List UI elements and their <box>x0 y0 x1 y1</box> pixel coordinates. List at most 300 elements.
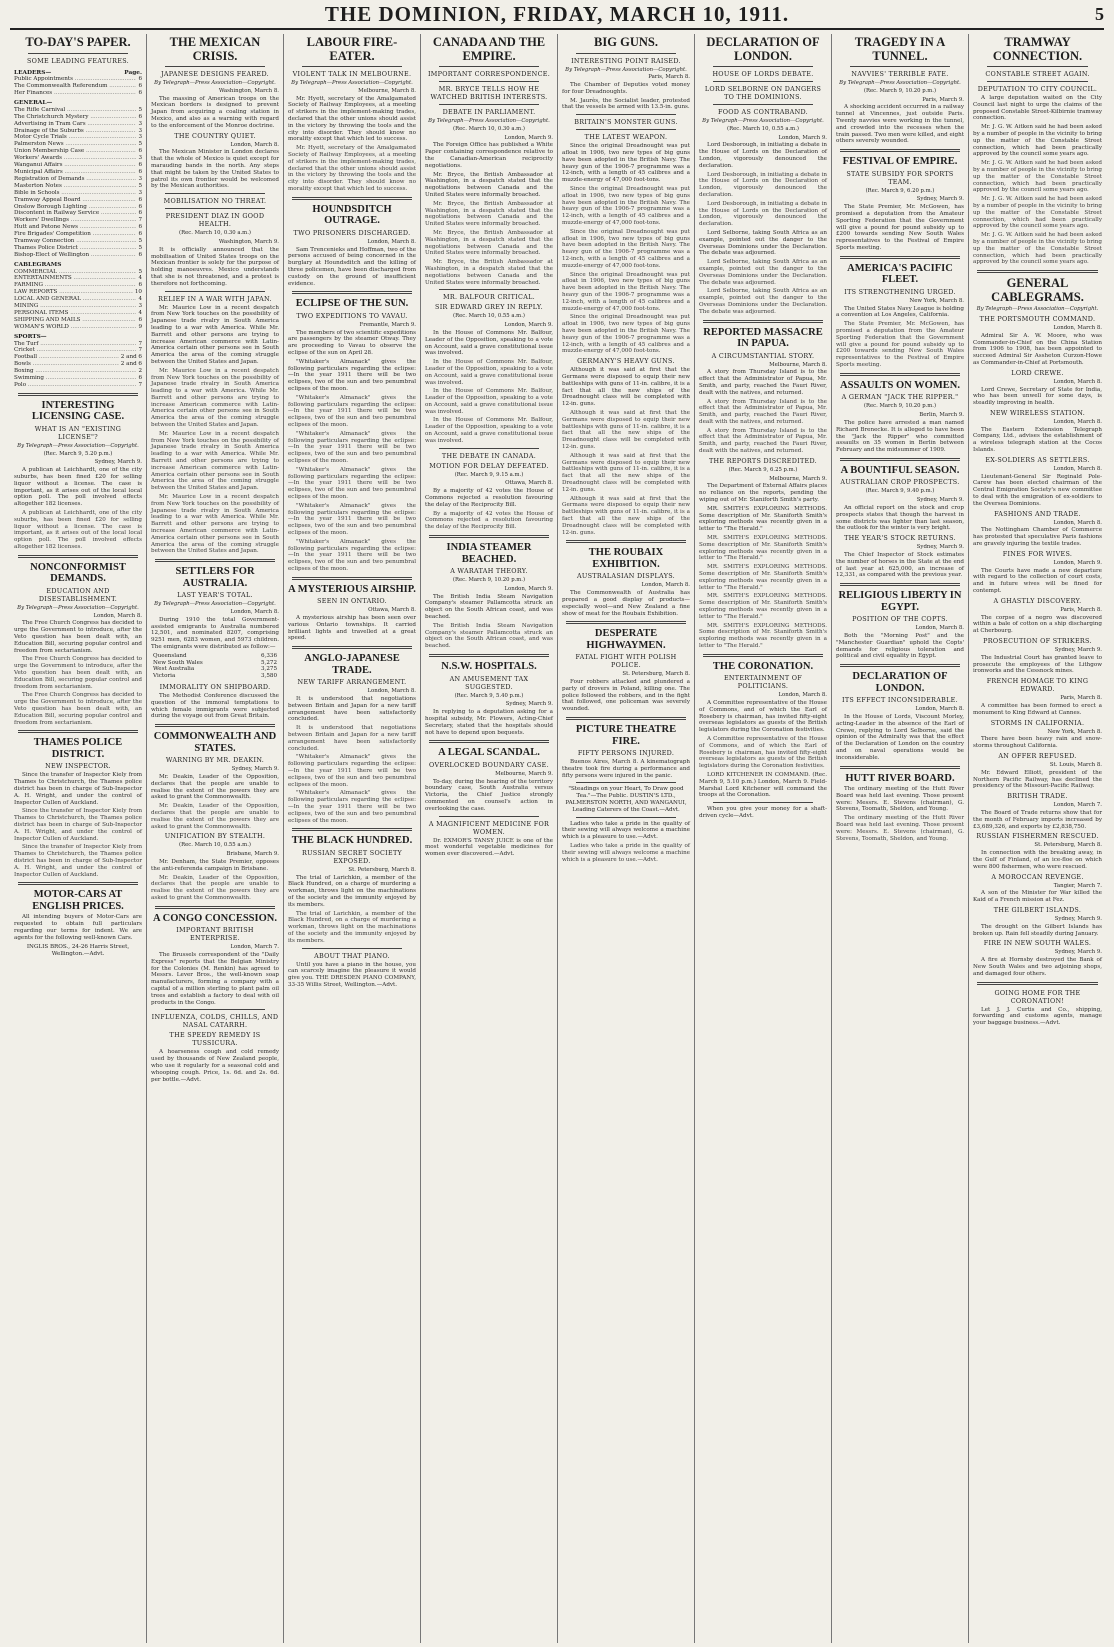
divider <box>840 373 960 376</box>
index-item[interactable]: Boxing ..... 2 <box>14 368 142 375</box>
subheading: NEW TARIFF ARRANGEMENT. <box>297 678 407 687</box>
subheading: HOUSE OF LORDS DEBATE. <box>712 70 814 78</box>
festival-empire-headline: FESTIVAL OF EMPIRE. <box>842 156 958 168</box>
divider <box>703 654 823 657</box>
todays-paper-heading: TO-DAY'S PAPER. <box>25 35 131 49</box>
divider <box>439 66 539 67</box>
divider <box>566 540 686 543</box>
index-item[interactable]: Palmerston News ..... 5 <box>14 141 142 148</box>
coronation-headline: THE CORONATION. <box>712 660 814 672</box>
article-body: Lord Desborough, in initiating a debate in the House of Lords on the Declaration of London, vigorously denounced the declaration. <box>699 142 827 169</box>
dateline: London, March 9. <box>504 322 553 329</box>
index-item[interactable]: Thames Police District ..... 5 <box>14 245 142 252</box>
leaders-label: LEADERS— <box>14 69 52 76</box>
divider <box>576 53 676 54</box>
subheading: THE REPORTS DISCREDITED. <box>708 456 817 465</box>
article-body: Mr. Bryce, the British Ambassador at Washington, in a despatch stated that the negotiations between Canada and the United States were informally broached. <box>425 229 553 257</box>
cable-item: RUSSIAN FISHERMEN RESCUED. St. Petersburg, March 8. In connection with the breaking away, in the Gulf of Finland, of an ice-floe on which were 800 fishermen, who were rescued. <box>973 832 1102 870</box>
subheading: INFLUENZA, COLDS, CHILLS, AND NASAL CATARRH. <box>151 1013 279 1030</box>
dateline: London, March 8. <box>367 688 416 695</box>
cable-item: PROSECUTION OF STRIKERS. Sydney, March 9. The Industrial Court has granted leave to prosecute the employees of the Lithgow ironworks and the Cessnock mines. <box>973 637 1102 675</box>
article-body: Although it was said at first that the Germans were disposed to equip their new battleships with guns of 11-in. calibre, it is a fact that all the new ships of the Dreadnought class will be completed with 12-in. guns. <box>562 409 690 450</box>
divider <box>429 654 549 657</box>
subheading: IMPORTANT BRITISH ENTERPRISE. <box>176 926 254 943</box>
article-body: Since the transfer of Inspector Kiely from Thames to Christchurch, the Thames police district has been in charge of Sub-Inspector A. H. Wright, and under the control of Inspector Cullen of Auckland. <box>14 844 142 878</box>
cable-item: AN OFFER REFUSED. St. Louis, March 8. Mr. Edward Elliott, president of the Northern Pacific Railway, has declined the presidency of the Missouri-Pacific Railway. <box>973 751 1102 790</box>
subheading: MR. BRYCE TELLS HOW HE WATCHED BRITISH INTERESTS. <box>430 85 548 101</box>
masthead-title: THE DOMINION, FRIDAY, MARCH 10, 1911. <box>324 1 790 26</box>
article-body: M. Jaurès, the Socialist leader, protested that the vessels be armed with 13.5-in. guns. <box>562 97 690 111</box>
article-body: "Whitaker's Almanack" gives the following particulars regarding the eclipse:—In the year 1911 there will be two eclipses, two of the sun and two penumbral eclipses of the moon. <box>288 358 416 392</box>
received-date: (Rec. March 9, 10.20 p.m.) <box>452 577 526 584</box>
subheading: THE COUNTRY QUIET. <box>174 131 256 140</box>
article-body: The State Premier, Mr. McGowen, has promised a deputation from the Amateur Sporting Federation that the Government will give a pound for pound subsidy up to £200 towards sending New South Wales representatives to the Festival of Empire Sports meeting. <box>836 204 964 252</box>
article-body: Although it was said at first that the Germans were disposed to equip their new battleships with guns of 11-in. calibre, it is a fact that all the new ships of the Dreadnought class will be completed with 12-in. guns. <box>562 452 690 493</box>
divider <box>977 982 1098 985</box>
subheading: RELIEF IN A WAR WITH JAPAN. <box>158 294 272 303</box>
subheading: CONSTABLE STREET AGAIN. <box>985 70 1090 78</box>
subheading: SIR EDWARD GREY IN REPLY. <box>435 303 543 312</box>
index-item[interactable]: Tramway Connection ..... 5 <box>14 238 142 245</box>
sports-label: SPORTS— <box>14 333 47 340</box>
anglo-japanese-headline: ANGLO-JAPANESE TRADE. <box>304 653 400 676</box>
subheading: OVERLOCKED BOUNDARY CASE. <box>429 760 549 769</box>
dateline: New York, March 8. <box>909 297 964 304</box>
index-item[interactable]: SHIPPING AND MAILS ..... 6 <box>14 317 142 324</box>
dateline: Berlin, March 9. <box>919 412 964 419</box>
index-item[interactable]: Advertising in Tram Cars ..... 3 <box>14 121 142 128</box>
article-body: "Whitaker's Almanack" gives the following particulars regarding the eclipse:—In the year 1911 there will be two eclipses, two of the sun and two penumbral eclipses of the moon. <box>288 466 416 500</box>
divider <box>165 66 265 67</box>
dateline: Washington, March 9. <box>218 238 279 245</box>
article-body: The Commonwealth of Australia has prepared a good display of products—especially wool—and New Zealand a fine show of meat for the Roubaix Exhibition. <box>562 590 690 617</box>
cable-item: FRENCH HOMAGE TO KING EDWARD. Paris, March 8. A committee has been formed to erect a monument to King Edward at Cannes. <box>973 677 1102 716</box>
cable-item: THE PORTSMOUTH COMMAND. London, March 8. Admiral Sir A. W. Moore, who was Commander-in-Chief on the China Station from 1906 to 1908, has been appointed to succeed Admiral Sir Assheton Curzon-Howe as Commander-in-Chief at Portsmouth. <box>973 314 1102 366</box>
divider <box>292 197 412 200</box>
commonwealth-headline: COMMONWEALTH AND STATES. <box>153 731 277 754</box>
subheading: RUSSIAN SECRET SOCIETY EXPOSED. <box>301 848 403 865</box>
cable-item: BRITISH TRADE. London, March 7. The Board of Trade returns show that for the month of February imports increased by £3,689,326, and exports by £2,838,750. <box>973 792 1102 830</box>
index-item[interactable]: ENTERTAINMENTS ..... 4 <box>14 275 142 282</box>
index-item[interactable]: Bible in Schools ..... 3 <box>14 190 142 197</box>
received-date: (Rec. March 9, 10.20 p.m.) <box>863 403 937 410</box>
article-body: Since the original Dreadnought was put afloat in 1906, two new types of big guns have been adopted in the British Navy. The heavy gun of the 1906-7 programme was a 12-inch, with a length of 45 calibres and a muzzle-energy of 47,000 foot-tons. <box>562 186 690 227</box>
divider <box>292 646 412 649</box>
article-body: Mr. Denham, the State Premier, opposes the anti-referenda campaign in Brisbane. <box>151 858 279 872</box>
subheading: POSITION OF THE COPTS. <box>852 615 948 624</box>
article-body: LORD KITCHENER IN COMMAND. (Rec. March 9, 5.10 p.m.) London, March 9. Field-Marshal Lord Kitchener will command the troops at the Coronation. <box>699 772 827 799</box>
picture-theatre-headline: PICTURE THEATRE FIRE. <box>575 724 677 747</box>
subheading: IMPORTANT CORRESPONDENCE. <box>427 70 551 78</box>
subheading: ITS STRENGTHENING URGED. <box>844 287 956 296</box>
received-date: (Rec. March 9, 10.20 p.m.) <box>863 87 937 94</box>
black-hundred-headline: THE BLACK HUNDRED. <box>291 835 413 847</box>
article-body: A story from Thursday Island is to the effect that the Administrator of Papua, Mr. Smith, and party, reached the Fauri River, dealt with the natives, and returned. <box>699 369 827 396</box>
table-row: New South Wales 5,272 <box>153 659 277 666</box>
article-body: Lord Selborne, taking South Africa as an example, pointed out the danger to the Overseas Dominions under the Declaration. The debate was adjourned. <box>699 288 827 315</box>
index-item[interactable]: Fire Brigades' Competition ..... 6 <box>14 231 142 238</box>
article-body: "Whitaker's Almanack" gives the following particulars regarding the eclipse:—In the year 1911 there will be two eclipses, two of the sun and two penumbral eclipses of the moon. <box>288 394 416 428</box>
index-item[interactable]: WOMAN'S WORLD ..... 9 <box>14 324 142 331</box>
index-item[interactable]: Swimming ..... 6 <box>14 375 142 382</box>
received-date: (Rec. March 10, 0.55 a.m.) <box>727 125 799 132</box>
article-body: In the House of Commons Mr. Balfour, Leader of the Opposition, speaking to a vote on Account, said a grave constitutional issue was involved. <box>425 359 553 386</box>
hutt-river-headline: HUTT RIVER BOARD. <box>845 772 955 784</box>
article-body: Mr. Hyett, secretary of the Amalgamated Society of Railway Employees, at a meeting of strikers in the implement-making trades, declared that the other unions should assist in the victory by throwing the tools and the city into disorder. They should know no morality except that which led to success. <box>288 145 416 192</box>
article-body: Mr. Maurice Low in a recent despatch from New York touches on the possibility of Japanese trade rivalry in South America leading to a war with America. While Mr. Barrett and other persons are trying to increase American commerce with Latin-America certain other persons see in South America the area of the coming struggle between the United States and Japan. <box>151 430 279 492</box>
article-body: "Whitaker's Almanack" gives the following particulars regarding the eclipse:—In the year 1911 there will be two eclipses, two of the sun and two penumbral eclipses of the moon. <box>288 430 416 464</box>
divider <box>576 114 676 115</box>
airship-headline: A MYSTERIOUS AIRSHIP. <box>288 583 416 595</box>
dateline: London, March 9. <box>778 134 827 141</box>
article-body: Since the transfer of Inspector Kiely from Thames to Christchurch, the Thames police district has been in charge of Sub-Inspector A. H. Wright, and under the control of Inspector Cullen of Auckland. <box>14 808 142 842</box>
divider <box>439 81 539 82</box>
index-item[interactable]: The Rifle Carnival ..... 5 <box>14 107 142 114</box>
index-item[interactable]: The Commonwealth Referendum ..... 6 <box>14 83 142 90</box>
index-item[interactable]: Motor Cycle Trials ..... 3 <box>14 134 142 141</box>
article-body: The ordinary meeting of the Hutt River Board was held last evening. Those present were: Messrs. E. Stevens (chairman), G. Stevens, Toomath, Sheldon, and Young. <box>836 786 964 813</box>
cable-item: FINES FOR WIVES. London, March 9. The Courts have made a new departure with regard to the collection of court costs, and in future wives will be fined for contempt. <box>973 549 1102 595</box>
advertisement-body: When you give your money for a shaft-driven cycle—Advt. <box>699 806 827 820</box>
article-body: Sam Trencenieks and Hoffman, two of the persons accused of being concerned in the burglary at Houndsditch and the killing of three policemen, have been discharged from custody on the ground of insufficient evidence. <box>288 246 416 287</box>
dateline: London, March 8. <box>93 612 142 619</box>
divider <box>713 66 813 67</box>
article-body: MR. SMITH'S EXPLORING METHODS. Some description of Mr. Staniforth Smith's exploring methods was recently given in a letter to "The Herald." <box>699 505 827 533</box>
subheading: FIFTY PERSONS INJURED. <box>577 749 675 758</box>
article-body: Since the transfer of Inspector Kiely from Thames to Christchurch, the Thames police district has been in charge of Sub-Inspector A. H. Wright, and under the control of Inspector Cullen of Auckland. <box>14 772 142 806</box>
column-2 <box>147 34 284 1643</box>
labour-headline: LABOUR FIRE-EATER. <box>306 35 398 63</box>
divider <box>439 816 539 817</box>
divider <box>292 291 412 294</box>
article-body: Mr. Maurice Low in a recent despatch from New York touches on the possibility of Japanese trade rivalry in South America leading to a war with America. While Mr. Barrett and other persons are trying to increase American commerce with Latin-America certain other persons see in South America the area of the coming struggle between the United States and Japan. <box>151 304 279 365</box>
article-body: Lord Selborne, taking South Africa as an example, pointed out the danger to the Overseas Dominions under the Declaration. The debate was adjourned. <box>699 259 827 286</box>
divider <box>18 730 138 733</box>
dateline: London, March 8. <box>230 609 279 616</box>
article-body: The Free Church Congress has decided to urge the Government to introduce, after the Veto question has been dealt with, an Education Bill, securing popular control and freedom from sectarianism. <box>14 656 142 690</box>
index-item[interactable]: Discontent in Railway Service ..... 6 <box>14 210 142 217</box>
dateline: London, March 9. <box>504 585 553 592</box>
nsw-hospitals-headline: N.S.W. HOSPITALS. <box>441 661 537 673</box>
divider <box>713 802 813 803</box>
index-item[interactable]: Wanganui Affairs ..... 6 <box>14 162 142 169</box>
byline: By Telegraph—Press Association—Copyright. <box>291 80 413 86</box>
advertisement-body: Ladies who take a pride in the quality of their sewing will always welcome a machine which is a pleasure to use.—Advt. <box>562 843 690 863</box>
divider <box>840 766 960 769</box>
divider <box>429 535 549 538</box>
advertisement-body: Dr. EXMOR'S TANSY JUICE is one of the most wonderful vegetable medicines for women ever discovered.—Advt. <box>425 837 553 858</box>
article-body: Since the original Dreadnought was put afloat in 1906, two new types of big guns have been adopted in the British Navy. The heavy gun of the 1906-7 programme was a 12-inch, with a length of 45 calibres and a muzzle-energy of 47,000 foot-tons. <box>562 271 690 312</box>
article-body: The Methodist Conference discussed the question of the immoral temptations to which female immigrants were subjected during the voyage out from Great Britain. <box>151 692 279 720</box>
dateline: Melbourne, March 9. <box>495 770 553 777</box>
article-body: The ordinary meeting of the Hutt River Board was held last evening. Those present were: Messrs. E. Stevens (chairman), G. Stevens, Toomath, Sheldon, and Young. <box>836 815 964 842</box>
index-item[interactable]: Workers' Dwellings ..... 7 <box>14 217 142 224</box>
dateline: London, March 7. <box>230 944 279 951</box>
pacific-fleet-headline: AMERICA'S PACIFIC FLEET. <box>847 262 953 286</box>
subheading: DEPUTATION TO CITY COUNCIL. <box>977 85 1098 93</box>
divider <box>18 882 138 885</box>
article-body: Mr. Maurice Low in a recent despatch from New York touches on the possibility of Japanese trade rivalry in South America leading to a war with America. While Mr. Barrett and other persons are trying to increase American commerce with Latin-America certain other persons see in South America the area of the coming struggle between the United States and Japan. <box>151 367 279 429</box>
index-item[interactable]: Onslow Borough Lighting ..... 6 <box>14 204 142 211</box>
licensing-case-headline: INTERESTING LICENSING CASE. <box>31 399 125 423</box>
cable-item: STORMS IN CALIFORNIA. New York, March 8. There have been heavy rain and snow-storms throughout California. <box>973 718 1102 750</box>
dateline: London, March 8. <box>915 625 964 632</box>
article-body: The members of two scientific expeditions are passengers by the steamer Otway. They are proceeding to Vavau to observe the eclipse of the sun on April 28. <box>288 329 416 357</box>
divider <box>576 817 676 818</box>
index-item[interactable]: Hutt and Petone News ..... 6 <box>14 224 142 231</box>
received-date: (Rec. March 10, 0.55 a.m.) <box>453 313 525 320</box>
cable-item: A MOROCCAN REVENGE. Tangier, March 7. A son of the Minister for War killed the Kaid of a French mission at Fez. <box>973 872 1102 904</box>
advertisement-heading: GOING HOME FOR THE CORONATION! <box>994 988 1081 1005</box>
divider <box>713 104 813 105</box>
article-body: "Whitaker's Almanack" gives the following particulars regarding the eclipse:—In the year 1911 there will be two eclipses, two of the sun and two penumbral eclipses of the moon. <box>288 790 416 824</box>
dateline: St. Petersburg, March 8. <box>622 671 690 678</box>
article-body: MR. SMITH'S EXPLORING METHODS. Some description of Mr. Staniforth Smith's exploring methods was recently given in a letter to "The Herald." <box>699 564 827 591</box>
sections-index <box>14 269 142 331</box>
subheading: JAPANESE DESIGNS FEARED. <box>161 70 269 78</box>
cable-item: NEW WIRELESS STATION. London, March 8. The Eastern Extension Telegraph Company, Ltd., advises the establishment of a wireless telegraph station at the Cocos Islands. <box>973 408 1102 454</box>
article-body: Mr. J. G. W. Aitken said he had been asked by a number of people in the vicinity to bring up the matter of the Constable Street connection, which had been practically approved by the council some years ago. <box>973 196 1102 230</box>
cable-item: THE GILBERT ISLANDS. Sydney, March 9. The drought on the Gilbert Islands has broken up. Rain fell steadily during January. <box>973 905 1102 937</box>
subheading: AN AMUSEMENT TAX SUGGESTED. <box>449 674 529 691</box>
index-item[interactable]: MINING ..... 3 <box>14 303 142 310</box>
index-item[interactable]: Masterton Notes ..... 5 <box>14 183 142 190</box>
received-date: (Rec. March 9, 6.25 p.m.) <box>728 466 798 473</box>
article-body: A publican at Leichhardt, one of the city suburbs, has been fined £20 for selling liquor without a license. The case is important, as it arises out of the local local option poll. The poll involved effects altogether 182 licenses. <box>14 467 142 508</box>
subheading: IMMORALITY ON SHIPBOARD. <box>159 682 271 691</box>
dateline: London, March 8. <box>367 238 416 245</box>
article-body: Since the original Dreadnought was put afloat in 1906, two new types of big guns have been adopted in the British Navy. The heavy gun of the 1906-7 programme was a 12-inch, with a length of 45 calibres and a muzzle-energy of 47,000 foot-tons. <box>562 143 690 184</box>
mexican-crisis-headline: THE MEXICAN CRISIS. <box>169 35 261 63</box>
index-item[interactable]: PERSONAL ITEMS ..... 4 <box>14 310 142 317</box>
divider <box>28 53 128 54</box>
congo-headline: A CONGO CONCESSION. <box>153 912 277 924</box>
divider <box>840 149 960 152</box>
subheading: A CIRCUMSTANTIAL STORY. <box>711 351 815 360</box>
table-row: West Australia 3,275 <box>153 666 277 673</box>
divider <box>987 66 1088 67</box>
article-body: Although it was said at first that the Germans were disposed to equip their new battleships with guns of 11-in. calibre, it is a fact that all the new ships of the Dreadnought class will be completed with 12-in. guns. <box>562 495 690 536</box>
divider <box>292 828 412 831</box>
motor-cars-headline: MOTOR-CARS AT ENGLISH PRICES. <box>32 889 124 912</box>
article-body: Mr. J. G. W. Aitken said he had been asked by a number of people in the vicinity to bring up the matter of the Constable Street connection, which had been practically approved by the council some years ago. <box>973 160 1102 194</box>
article-body: MR. SMITH'S EXPLORING METHODS. Some description of Mr. Staniforth Smith's exploring methods was recently given in a letter to "The Herald." <box>699 593 827 620</box>
dateline: Ottawa, March 8. <box>368 607 416 614</box>
subheading: STATE SUBSIDY FOR SPORTS TEAM. <box>846 169 954 186</box>
subheading: VIOLENT TALK IN MELBOURNE. <box>292 70 412 78</box>
received-date: (Rec. March 9, 9.40 p.m.) <box>865 488 935 495</box>
index-item[interactable]: Her Finances ..... 6 <box>14 90 142 97</box>
papua-headline: REPORTED MASSACRE IN PAPUA. <box>703 326 823 350</box>
cable-item: FASHIONS AND TRADE. London, March 8. The Nottingham Chamber of Commerce has protested that speculative Paris fashions are gravely injuring the textile trades. <box>973 509 1102 548</box>
settlers-headline: SETTLERS FOR AUSTRALIA. <box>175 566 255 589</box>
article-body: The massing of American troops on the Mexican borders is designed to prevent Japan from acquiring a coaling station in Mexico, and also as a warning with regard to the enforcement of the Monroe doctrine. <box>151 95 279 129</box>
divider <box>566 717 686 720</box>
dateline: Sydney, March 9. <box>916 497 964 504</box>
subheading: BRITAIN'S MONSTER GUNS. <box>574 118 678 127</box>
divider <box>576 129 676 130</box>
article-body: In the House of Commons Mr. Balfour, Leader of the Opposition, speaking to a vote on Account, said a grave constitutional issue was involved. <box>425 388 553 415</box>
divider <box>155 906 275 909</box>
subheading: UNIFICATION BY STEALTH. <box>164 832 266 841</box>
advertisement-body: A hoarseness cough and cold remedy used by thousands of New Zealand people, who use it regularly for a seasonal cold and whooping cough. Price, 1s. 6d. and 2s. 6d. per bottle.—Advt. <box>151 1049 279 1083</box>
column-4 <box>421 34 558 1643</box>
dateline: Sydney, March 9. <box>916 544 964 551</box>
index-item[interactable]: Public Appointments ..... 6 <box>14 76 142 83</box>
advertisement: "Steadings on your Heart, To Draw good Tea."—The Public. DUSTIN'S LTD., PALMERSTON NORTH, AND WANGANUI, Leading Caterers of the Coast.—Advt. <box>565 786 687 813</box>
received-date: (Rec. March 10, 0.55 a.m.) <box>179 842 251 849</box>
assaults-headline: ASSAULTS ON WOMEN. <box>840 379 960 391</box>
article-body: The United States Navy League is holding a convention at Los Angeles, California. <box>836 305 964 319</box>
article-body: A story from Thursday Island is to the effect that the Administrator of Papua, Mr. Smith, and party, reached the Fauri River, dealt with the natives, and returned. <box>699 398 827 425</box>
article-body: "Whitaker's Almanack" gives the following particulars regarding the eclipse:—In the year 1911 there will be two eclipses, two of the sun and two penumbral eclipses of the moon. <box>288 754 416 788</box>
article-body: In the House of Commons Mr. Balfour, Leader of the Opposition, speaking to a vote on Account, said a grave constitutional issue was involved. <box>425 329 553 357</box>
cable-item: A GHASTLY DISCOVERY. Paris, March 8. The corpse of a negro was discovered within a bale of cotton on a ship discharging at Cherbourg. <box>973 596 1102 635</box>
thames-subheading: NEW INSPECTOR. <box>45 762 111 771</box>
divider <box>165 1009 265 1010</box>
article-body: During 1910 the total Government-assisted emigrants to Australia numbered 12,501, and nominated 8207, comprising 9251 men, 6283 women, and 5973 children. The emigrants were distributed as follow:— <box>151 616 279 650</box>
divider <box>850 66 950 67</box>
subheading: NAVVIES' TERRIBLE FATE. <box>851 70 949 78</box>
thames-police-headline: THAMES POLICE DISTRICT. <box>33 737 123 760</box>
article-body: A mysterious airship has been seen over various Ontario townships. It carried brilliant lights and travelled at a great speed. <box>288 615 416 642</box>
index-item[interactable]: COMMERCIAL ..... 5 <box>14 269 142 276</box>
article-body: To-day, during the hearing of the territory boundary case, South Australia versus Victoria, the Chief Justice strongly commented on counsel's action in overlooking the case. <box>425 778 553 812</box>
article-body: Mr. Hyett, secretary of the Amalgamated Society of Railway Employees, at a meeting of strikers in the implement-making trades, declared that the other unions should assist in the victory by throwing the tools and the city into disorder. They should know no morality except that which led to success. <box>288 95 416 143</box>
cable-item: EX-SOLDIERS AS SETTLERS. London, March 8. Lieutenant-General Sir Reginald Pole-Carew has been elected chairman of the Central Emigration Society's new committee to deal with the emigration of ex-soldiers to the Oversea Dominions. <box>973 455 1102 507</box>
divider <box>576 782 676 783</box>
index-item[interactable]: Bowls ..... 2 and 6 <box>14 361 142 368</box>
article-body: A large deputation waited on the City Council last night to urge the claims of the proposed Constable Street-Kilbirnie tramway connection. <box>973 95 1102 122</box>
index-item[interactable]: Union Membership Case ..... 6 <box>14 148 142 155</box>
subheading: WARNING BY MR. DEAKIN. <box>165 756 265 765</box>
advertisement-body: Ladies who take a pride in the quality of their sewing will always welcome a machine which is a pleasure to use.—Advt. <box>562 820 690 841</box>
index-item[interactable]: Registration of Demands ..... 3 <box>14 176 142 183</box>
column-7 <box>832 34 969 1643</box>
dateline: London, March 8. <box>641 582 690 589</box>
index-item[interactable]: Workers' Awards ..... 3 <box>14 155 142 162</box>
dateline: Paris, March 9. <box>922 96 964 103</box>
table-row: Queensland 6,336 <box>153 652 277 659</box>
divider <box>165 208 265 209</box>
subheading: ENTERTAINMENT OF POLITICIANS. <box>723 674 803 691</box>
article-body: It is understood that negotiations between Britain and Japan for a new tariff arrangement have been satisfactorily concluded. <box>288 696 416 723</box>
article-body: Mr. Deakin, Leader of the Opposition, declares that the people are unable to realise the extent of the powers they are asked to grant the Commonwealth. <box>151 803 279 830</box>
index-item[interactable]: The Christchurch Mystery ..... 6 <box>14 114 142 121</box>
article-body: Mr. Bryce, the British Ambassador at Washington, in a despatch stated that the negotiations between Canada and the United States were informally broached. <box>425 259 553 286</box>
divider <box>155 724 275 727</box>
tramway-connection-headline: TRAMWAY CONNECTION. <box>992 35 1083 63</box>
subheading: PRESIDENT DIAZ IN GOOD HEALTH. <box>165 212 265 229</box>
article-body: In replying to a deputation asking for a hospital subsidy, Mr. Flowers, Acting-Chief Secretary, stated that the hospitals should not have to depend upon bequests. <box>425 709 553 736</box>
declaration-london-headline: DECLARATION OF LONDON. <box>706 35 820 63</box>
dateline: Ottawa, March 8. <box>505 480 553 487</box>
article-body: Mr. J. G. W. Aitken said he had been asked by a number of people in the vicinity to bring up the matter of the Constable Street connection, which had been practically approved by the council some years ago. <box>973 232 1102 266</box>
index-item[interactable]: LAW REPORTS ..... 10 <box>14 289 142 296</box>
received-date: (Rec. March 10, 0.30 a.m.) <box>179 230 251 237</box>
article-body: The trial of Larichkin, a member of the Black Hundred, on a charge of murdering a workman, throws light on the machinations of the society and the immunity enjoyed by its members. <box>288 874 416 908</box>
article-body: Lord Selborne, taking South Africa as an example, pointed out the danger to the Overseas Dominions under the Declaration. The debate was adjourned. <box>699 229 827 257</box>
index-item[interactable]: LOCAL AND GENERAL ..... 4 <box>14 296 142 303</box>
sports-index <box>14 341 142 389</box>
index-item[interactable]: The Turf ..... 7 <box>14 341 142 348</box>
advertisement-signature: INGLIS BROS., 24-26 Harris Street, Wellington.—Advt. <box>26 944 130 958</box>
article-body: Mr. Bryce, the British Ambassador at Washington, in a despatch stated that the negotiations between Canada and the United States were informally broached. <box>425 200 553 228</box>
column-3 <box>284 34 421 1643</box>
dateline: Sydney, March 9. <box>231 766 279 773</box>
dateline: St. Petersburg, March 8. <box>348 866 416 873</box>
divider <box>165 193 265 194</box>
leaders-index <box>14 76 142 97</box>
tunnel-tragedy-headline: TRAGEDY IN A TUNNEL. <box>854 35 946 63</box>
advertisement-body: Let J. J. Curtis and Co., shipping, forwarding and customs agents, manage your baggage business.—Advt. <box>973 1006 1102 1027</box>
dateline: Paris, March 8. <box>648 74 690 81</box>
article-body: It is officially announced that the mobilisation of United States troops on the Mexican frontier is solely for the purpose of holding manoeuvres. Mexico understands that she is not threatened, and a protest is therefore not forthcoming. <box>151 246 279 287</box>
divider <box>713 81 813 82</box>
bountiful-season-headline: A BOUNTIFUL SEASON. <box>840 464 960 476</box>
divider <box>977 270 1098 273</box>
article-body: The British India Steam Navigation Company's steamer Pallamcotta struck an object on the South African coast, and was beached. <box>425 622 553 650</box>
article-body: A Committee representative of the House of Commons, and of which the Earl of Rosebery is chairman, has invited fifty-eight overseas legislators as guests of the British legislators during the Coronation festivities. <box>699 700 827 734</box>
index-item[interactable]: Municipal Affairs ..... 6 <box>14 169 142 176</box>
subheading: TWO PRISONERS DISCHARGED. <box>293 228 411 237</box>
article-body: By a majority of 42 votes the House of Commons rejected a resolution favouring the delay of the Reciprocity Bill. <box>425 510 553 531</box>
index-item[interactable]: Cricket ..... 7 <box>14 347 142 354</box>
article-body: In the House of Lords, Viscount Morley, acting-Leader in the absence of the Earl of Crewe, replying to Lord Selborne, said the opinion of the Admiralty was that the effect of the Declaration of London on the country and on naval operations would be inconsiderable. <box>836 713 964 761</box>
subheading: LAST YEAR'S TOTAL. <box>177 591 253 600</box>
index-item[interactable]: FARMING ..... 6 <box>14 282 142 289</box>
column-1 <box>10 34 147 1643</box>
index-item[interactable]: Polo ..... 7 <box>14 382 142 389</box>
dateline: Sydney, March 9. <box>505 701 553 708</box>
nonconformist-subheading: EDUCATION AND DISESTABLISHMENT. <box>38 586 118 603</box>
article-body: A shocking accident occurred in a railway tunnel at Vincennes, just outside Paris. Twenty navvies were working in the tunnel, and crowded into the recesses when the train passed. Two men were killed, and eight others severely wounded. <box>836 104 964 145</box>
index-item[interactable]: Bishop-Elect of Wellington ..... 6 <box>14 252 142 259</box>
index-item[interactable]: Tramway Appeal Board ..... 6 <box>14 197 142 204</box>
byline: By Telegraph—Press Association—Copyright. <box>839 80 961 86</box>
article-body: MR. SMITH'S EXPLORING METHODS. Some description of Mr. Staniforth Smith's exploring methods was recently given in a letter to "The Herald." <box>699 622 827 649</box>
dateline: Sydney, March 9. <box>94 459 142 466</box>
index-item[interactable]: Football ..... 2 and 6 <box>14 354 142 361</box>
article-body: The Chief Inspector of Stock estimates the number of horses in the State at the end of last year at 625,000, an increase of 12,331, as compared with the previous year. <box>836 551 964 579</box>
highwaymen-headline: DESPERATE HIGHWAYMEN. <box>586 628 666 651</box>
licensing-subheading: WHAT IS AN "EXISTING LICENSE"? <box>34 424 122 441</box>
article-body: Mr. J. G. W. Aitken said he had been asked by a number of people in the vicinity to bring up the matter of the Constable Street connection, which had been practically approved by the council some years ago. <box>973 124 1102 158</box>
article-body: A publican at Leichhardt, one of the city suburbs, has been fined £20 for selling liquor without a license. The case is important, as it arises out of the local local option poll. The poll involved effects altogether 182 licenses. <box>14 510 142 550</box>
byline: By Telegraph—Press Association—Copyright. <box>702 118 824 124</box>
big-guns-headline: BIG GUNS. <box>594 35 658 49</box>
received-date: (Rec. March 9, 5.40 p.m.) <box>454 692 524 699</box>
article-body: The trial of Larichkin, a member of the Black Hundred, on a charge of murdering a workman, throws light on the machinations of the society and the immunity enjoyed by its members. <box>288 910 416 944</box>
article-body: In the House of Commons Mr. Balfour, Leader of the Opposition, speaking to a vote on Account, said a grave constitutional issue was involved. <box>425 417 553 444</box>
article-body: The Chamber of Deputies voted money for four Dreadnoughts. <box>562 82 690 95</box>
index-item[interactable]: Drainage of the Suburbs ..... 3 <box>14 128 142 135</box>
byline: By Telegraph—Press Association—Copyright. <box>154 601 276 608</box>
article-body: Although it was said at first that the Germans were disposed to equip their new battleships with guns of 11-in. calibre, it is a fact that all the new ships of the Dreadnought class will be completed with 12-in. guns. <box>562 367 690 408</box>
table-row: Victoria 3,580 <box>153 673 277 680</box>
declaration-headline: DECLARATION OF LONDON. <box>852 671 948 694</box>
dateline: Washington, March 8. <box>218 87 279 94</box>
received-date: (Rec. March 9, 5.20 p.m.) <box>43 450 113 457</box>
divider <box>429 740 549 743</box>
subheading: THE YEAR'S STOCK RETURNS. <box>844 534 956 543</box>
general-cablegrams-headline: GENERAL CABLEGRAMS. <box>991 276 1084 304</box>
article-body: An official report on the stock and crop prospects states that though the harvest in some districts was lighter than last season, the outlook for the winter is very bright. <box>836 504 964 532</box>
legal-scandal-headline: A LEGAL SCANDAL. <box>438 747 540 759</box>
dateline: London, March 9. <box>504 134 553 141</box>
india-steamer-headline: INDIA STEAMER BEACHED. <box>446 542 532 565</box>
subheading: MOBILISATION NO THREAT. <box>163 197 267 206</box>
